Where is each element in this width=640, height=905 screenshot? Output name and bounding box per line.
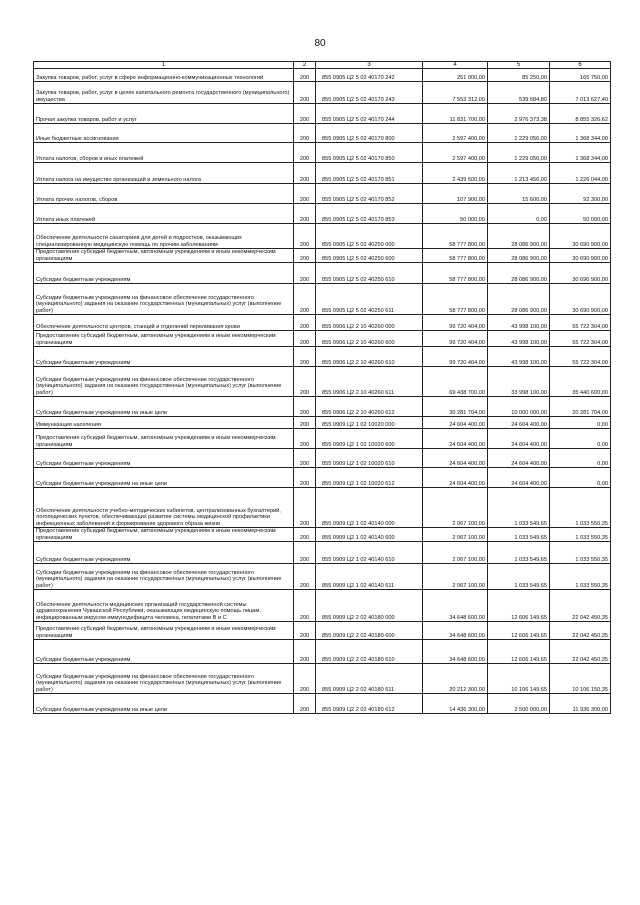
row-value-col6: 1 368 344,00 [550,124,611,143]
row-value-col5: 28 086 900,00 [488,284,550,315]
row-name: Субсидии бюджетным учреждениям [34,347,294,367]
row-name: Субсидии бюджетным учреждениям на финансовое обеспечение государственного (муниципального) задания на оказание государственных (муниципальных) услуг (выполнение работ) [34,367,294,397]
row-value-col5: 24 604 400,00 [488,429,550,449]
row-value-col6: 165 750,00 [550,69,611,82]
row-budget-code: 855 0909 Ц2 1 02 10020 612 [316,468,423,488]
row-value-col5: 1 229 056,00 [488,143,550,163]
row-value-col4: 99 720 404,00 [423,347,488,367]
row-budget-code: 855 0909 Ц2 2 02 40180 000 [316,590,423,622]
header-col-3: 3 [316,62,423,69]
row-value-col4: 7 553 312,00 [423,82,488,104]
row-name: Иммунизация населения [34,417,294,429]
row-value-col6: 30 690 900,00 [550,284,611,315]
table-row [34,367,611,397]
row-name: Предоставление субсидий бюджетным, автономным учреждениям и иным некоммерческим организациям [34,249,294,263]
row-code: 200 [294,143,316,163]
table-row [34,263,611,284]
table-row [34,284,611,315]
row-budget-code: 855 0905 Ц2 5 02 40170 853 [316,204,423,224]
row-budget-code: 855 0905 Ц2 5 02 40250 000 [316,224,423,249]
row-code: 200 [294,367,316,397]
table-row [34,124,611,143]
row-code: 200 [294,315,316,331]
row-value-col6: 22 042 450,35 [550,590,611,622]
header-col-2: 2 [294,62,316,69]
row-value-col4: 2 597 400,00 [423,124,488,143]
row-value-col6: 35 440 600,00 [550,367,611,397]
table-row [34,590,611,622]
row-name: Прочая закупка товаров, работ и услуг [34,104,294,124]
row-value-col4: 58 777 800,00 [423,249,488,263]
row-code: 200 [294,249,316,263]
header-col-6: 6 [550,62,611,69]
row-value-col4: 251 000,00 [423,69,488,82]
table-row [34,224,611,249]
row-budget-code: 855 0905 Ц2 5 02 40250 611 [316,284,423,315]
row-name: Субсидии бюджетным учреждениям на иные цели [34,397,294,417]
row-value-col4: 24 604 400,00 [423,429,488,449]
row-value-col5: 12 606 149,65 [488,640,550,664]
row-code: 200 [294,82,316,104]
table-row [34,640,611,664]
row-code: 200 [294,622,316,640]
row-code: 200 [294,429,316,449]
row-code: 200 [294,331,316,347]
table-row [34,184,611,204]
row-value-col6: 50 000,00 [550,204,611,224]
row-value-col4: 2 067 100,00 [423,528,488,542]
row-code: 200 [294,204,316,224]
row-value-col6: 1 033 550,35 [550,528,611,542]
row-code: 200 [294,224,316,249]
row-value-col5: 43 998 100,00 [488,315,550,331]
row-code: 200 [294,184,316,204]
row-value-col5: 1 033 549,65 [488,564,550,590]
row-name: Субсидии бюджетным учреждениям на финансовое обеспечение государственного (муниципального) задания на оказание государственных (муниципальных) услуг (выполнение работ) [34,664,294,694]
row-value-col5: 1 229 056,00 [488,124,550,143]
row-code: 200 [294,694,316,714]
row-name: Иные бюджетные ассигнования [34,124,294,143]
table-header-row [34,62,611,69]
row-code: 200 [294,417,316,429]
row-value-col4: 34 648 600,00 [423,622,488,640]
row-budget-code: 855 0909 Ц2 2 02 40180 612 [316,694,423,714]
row-code: 200 [294,468,316,488]
row-name: Обеспечение деятельности учебно-методических кабинетов, централизованных бухгалтерий, логопедических пунктов, обеспечивающих развитие системы медицинской профилактики инфекционных заболеваний и формирование здорового образа жизни [34,488,294,528]
row-value-col5: 28 086 900,00 [488,224,550,249]
row-budget-code: 855 0905 Ц2 5 02 40250 610 [316,263,423,284]
row-budget-code: 855 0906 Ц2 2 10 40260 612 [316,397,423,417]
row-name: Обеспечение деятельности санаториев для детей и подростков, оказывающих специализированную медицинскую помощь по прочим заболеваниям [34,224,294,249]
row-value-col4: 58 777 800,00 [423,263,488,284]
row-value-col4: 99 720 404,00 [423,331,488,347]
row-code: 200 [294,664,316,694]
row-value-col5: 15 600,00 [488,184,550,204]
table-row [34,315,611,331]
row-budget-code: 855 0906 Ц2 2 10 40260 611 [316,367,423,397]
row-value-col4: 58 777 800,00 [423,224,488,249]
row-value-col6: 0,00 [550,429,611,449]
row-budget-code: 855 0905 Ц2 5 02 40170 851 [316,163,423,184]
row-value-col5: 1 033 549,65 [488,488,550,528]
row-name: Предоставление субсидий бюджетным, автономным учреждениям и иным некоммерческим организациям [34,429,294,449]
row-value-col4: 24 604 400,00 [423,417,488,429]
table-row [34,694,611,714]
row-value-col6: 1 368 344,00 [550,143,611,163]
row-value-col6: 1 033 550,35 [550,564,611,590]
table-row [34,347,611,367]
row-value-col5: 539 684,80 [488,82,550,104]
row-value-col5: 2 500 000,00 [488,694,550,714]
row-value-col5: 1 213 456,00 [488,163,550,184]
table-row [34,417,611,429]
row-value-col6: 10 106 150,35 [550,664,611,694]
row-value-col6: 0,00 [550,449,611,468]
row-budget-code: 855 0906 Ц2 2 10 40260 610 [316,347,423,367]
table-row [34,204,611,224]
row-value-col4: 34 648 600,00 [423,590,488,622]
row-value-col6: 0,00 [550,417,611,429]
row-value-col4: 2 067 100,00 [423,542,488,564]
row-budget-code: 855 0909 Ц2 1 02 40140 611 [316,564,423,590]
row-budget-code: 855 0909 Ц2 1 02 10020 000 [316,417,423,429]
row-value-col6: 11 936 300,00 [550,694,611,714]
row-code: 200 [294,449,316,468]
row-budget-code: 855 0905 Ц2 5 02 40170 852 [316,184,423,204]
row-value-col5: 12 606 149,65 [488,590,550,622]
row-name: Уплата налога на имущество организаций и земельного налога [34,163,294,184]
row-value-col6: 8 855 326,62 [550,104,611,124]
row-name: Субсидии бюджетным учреждениям [34,263,294,284]
table-row [34,449,611,468]
table-row [34,429,611,449]
row-code: 200 [294,488,316,528]
row-value-col5: 24 604 400,00 [488,449,550,468]
row-value-col6: 30 690 900,00 [550,263,611,284]
table-row [34,488,611,528]
row-budget-code: 855 0909 Ц2 1 02 40140 000 [316,488,423,528]
row-value-col4: 58 777 800,00 [423,284,488,315]
row-budget-code: 855 0909 Ц2 1 02 40140 610 [316,542,423,564]
table-row [34,528,611,542]
table-row [34,331,611,347]
row-budget-code: 855 0905 Ц2 5 02 40170 244 [316,104,423,124]
row-name: Субсидии бюджетным учреждениям [34,542,294,564]
row-budget-code: 855 0909 Ц2 1 02 10020 600 [316,429,423,449]
row-name: Субсидии бюджетным учреждениям [34,640,294,664]
row-budget-code: 855 0909 Ц2 1 02 10020 610 [316,449,423,468]
row-name: Предоставление субсидий бюджетным, автономным учреждениям и иным некоммерческим организациям [34,331,294,347]
row-value-col5: 85 250,00 [488,69,550,82]
row-name: Уплата иных платежей [34,204,294,224]
row-value-col6: 55 722 304,00 [550,347,611,367]
row-value-col4: 99 720 404,00 [423,315,488,331]
row-value-col6: 92 300,00 [550,184,611,204]
row-name: Обеспечение деятельности центров, станций и отделений переливания крови [34,315,294,331]
row-value-col4: 2 067 100,00 [423,488,488,528]
row-value-col4: 2 597 400,00 [423,143,488,163]
row-budget-code: 855 0905 Ц2 5 02 40170 242 [316,69,423,82]
row-value-col4: 107 900,00 [423,184,488,204]
row-budget-code: 855 0909 Ц2 2 02 40180 610 [316,640,423,664]
row-name: Субсидии бюджетным учреждениям на иные цели [34,694,294,714]
header-col-4: 4 [423,62,488,69]
row-value-col6: 22 042 450,35 [550,622,611,640]
header-col-5: 5 [488,62,550,69]
row-value-col5: 1 033 549,65 [488,542,550,564]
row-value-col5: 28 086 900,00 [488,263,550,284]
row-value-col4: 69 438 700,00 [423,367,488,397]
row-value-col6: 55 722 304,00 [550,315,611,331]
row-name: Обеспечение деятельности медицинских организаций государственной системы здравоохранения Чувашской Республики, оказывающих медицинскую помощь лицам, инфицированным вирусом иммунодефицита человека, гепатитами B и C [34,590,294,622]
row-value-col5: 33 998 100,00 [488,367,550,397]
row-code: 200 [294,163,316,184]
row-budget-code: 855 0906 Ц2 2 10 40260 000 [316,315,423,331]
row-value-col4: 50 000,00 [423,204,488,224]
table-row [34,143,611,163]
row-value-col5: 43 998 100,00 [488,347,550,367]
row-name: Уплата налогов, сборов и иных платежей [34,143,294,163]
row-code: 200 [294,124,316,143]
table-row [34,249,611,263]
row-budget-code: 855 0905 Ц2 5 02 40170 850 [316,143,423,163]
row-budget-code: 855 0909 Ц2 2 02 40180 611 [316,664,423,694]
row-value-col5: 0,00 [488,204,550,224]
row-name: Субсидии бюджетным учреждениям на финансовое обеспечение государственного (муниципального) задания на оказание государственных (муниципальных) услуг (выполнение работ) [34,564,294,590]
table-row [34,542,611,564]
row-name: Закупка товаров, работ, услуг в сфере информационно-коммуникационных технологий [34,69,294,82]
row-name: Субсидии бюджетным учреждениям на иные цели [34,468,294,488]
row-value-col5: 43 998 100,00 [488,331,550,347]
row-value-col5: 2 976 373,38 [488,104,550,124]
row-value-col6: 20 281 704,00 [550,397,611,417]
row-code: 200 [294,590,316,622]
table-row [34,664,611,694]
row-budget-code: 855 0905 Ц2 5 02 40250 600 [316,249,423,263]
table-row [34,69,611,82]
table-row [34,82,611,104]
row-value-col4: 11 831 700,00 [423,104,488,124]
row-value-col4: 34 648 600,00 [423,640,488,664]
row-code: 200 [294,104,316,124]
row-budget-code: 855 0905 Ц2 5 02 40170 243 [316,82,423,104]
row-value-col6: 30 690 900,00 [550,249,611,263]
row-value-col5: 24 604 400,00 [488,468,550,488]
row-name: Субсидии бюджетным учреждениям [34,449,294,468]
row-value-col6: 22 042 450,35 [550,640,611,664]
row-name: Предоставление субсидий бюджетным, автономным учреждениям и иным некоммерческим организациям [34,622,294,640]
row-budget-code: 855 0906 Ц2 2 10 40260 600 [316,331,423,347]
row-budget-code: 855 0909 Ц2 1 02 40140 600 [316,528,423,542]
header-col-1: 1 [34,62,294,69]
row-code: 200 [294,69,316,82]
row-name: Закупка товаров, работ, услуг в целях капитального ремонта государственного (муниципального) имущества [34,82,294,104]
row-value-col4: 24 604 400,00 [423,468,488,488]
row-name: Уплата прочих налогов, сборов [34,184,294,204]
row-value-col6: 0,00 [550,468,611,488]
row-code: 200 [294,564,316,590]
row-budget-code: 855 0909 Ц2 2 02 40180 600 [316,622,423,640]
row-value-col6: 7 013 627,40 [550,82,611,104]
row-value-col4: 2 439 500,00 [423,163,488,184]
row-value-col5: 10 000 000,00 [488,397,550,417]
row-value-col4: 24 604 400,00 [423,449,488,468]
row-value-col6: 1 033 550,35 [550,542,611,564]
row-code: 200 [294,397,316,417]
row-budget-code: 855 0905 Ц2 5 02 40170 800 [316,124,423,143]
row-code: 200 [294,528,316,542]
row-code: 200 [294,542,316,564]
row-value-col5: 10 106 149,65 [488,664,550,694]
row-value-col4: 30 281 704,00 [423,397,488,417]
table-row [34,163,611,184]
table-row [34,564,611,590]
row-value-col4: 14 436 300,00 [423,694,488,714]
table-row [34,622,611,640]
row-value-col4: 2 067 100,00 [423,564,488,590]
row-value-col4: 20 212 300,00 [423,664,488,694]
budget-table [33,61,611,714]
row-value-col5: 24 604 400,00 [488,417,550,429]
row-value-col6: 1 226 044,00 [550,163,611,184]
row-value-col6: 30 690 900,00 [550,224,611,249]
row-value-col6: 1 033 550,35 [550,488,611,528]
table-row [34,468,611,488]
row-code: 200 [294,640,316,664]
row-value-col5: 12 606 149,65 [488,622,550,640]
row-code: 200 [294,263,316,284]
row-name: Предоставление субсидий бюджетным, автономным учреждениям и иным некоммерческим организациям [34,528,294,542]
page-number: 80 [314,38,326,49]
row-code: 200 [294,284,316,315]
row-value-col5: 28 086 900,00 [488,249,550,263]
row-value-col5: 1 033 549,65 [488,528,550,542]
table-row [34,104,611,124]
row-name: Субсидии бюджетным учреждениям на финансовое обеспечение государственного (муниципального) задания на оказание государственных (муниципальных) услуг (выполнение работ) [34,284,294,315]
row-code: 200 [294,347,316,367]
table-row [34,397,611,417]
row-value-col6: 55 722 304,00 [550,331,611,347]
